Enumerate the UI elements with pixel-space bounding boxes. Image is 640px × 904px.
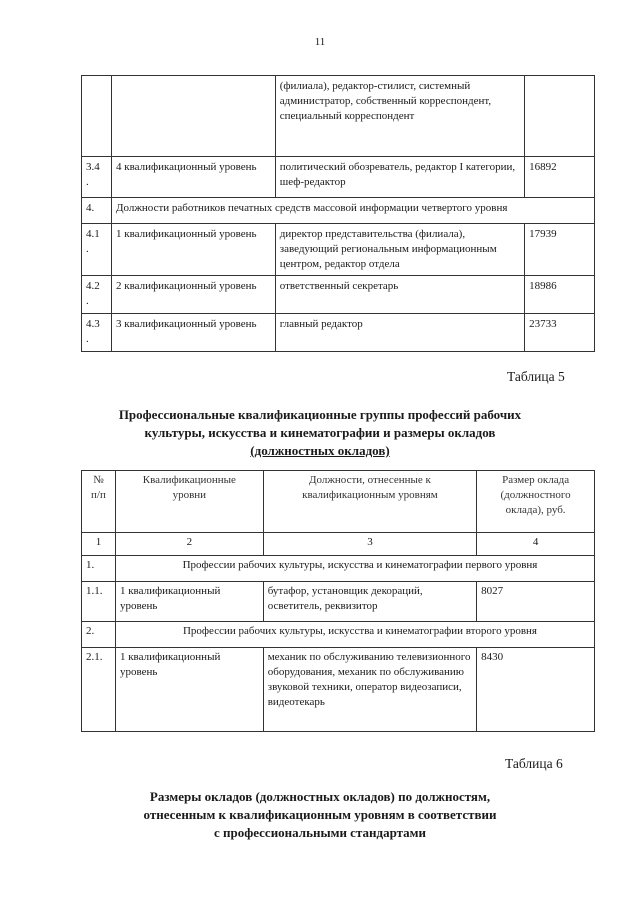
header-level: Квалификационные уровни	[115, 471, 263, 533]
cell-num: 4.1 .	[82, 224, 112, 276]
table-row	[82, 157, 595, 198]
cell-salary: 23733	[525, 314, 595, 352]
column-number: 4	[477, 533, 595, 556]
table-row	[82, 276, 595, 314]
table-header-row	[82, 471, 595, 533]
table-row	[82, 224, 595, 276]
title-line: (должностных окладов)	[250, 443, 390, 458]
cell-level: 2 квалификационный уровень	[111, 276, 275, 314]
cell-salary	[525, 76, 595, 157]
cell-salary: 8430	[477, 648, 595, 732]
column-number: 2	[115, 533, 263, 556]
table-row	[82, 582, 595, 622]
table-caption: Таблица 5	[507, 369, 565, 384]
cell-num: 4.2 .	[82, 276, 112, 314]
cell-level	[111, 76, 275, 157]
salary-table	[81, 470, 595, 732]
table-row	[82, 76, 595, 157]
header-num: № п/п	[82, 471, 116, 533]
title-line: культуры, искусства и кинематографии и размеры окладов	[144, 425, 496, 440]
title-line: с профессиональными стандартами	[213, 825, 427, 840]
cell-salary: 16892	[525, 157, 595, 198]
section-num: 2.	[82, 622, 116, 648]
section-title: Профессии рабочих культуры, искусства и кинематографии второго уровня	[115, 622, 594, 648]
cell-salary: 17939	[525, 224, 595, 276]
column-number-row	[82, 533, 595, 556]
title-line: отнесенным к квалификационным уровням в соответствии	[143, 807, 497, 822]
section-row	[82, 556, 595, 582]
cell-level: 1 квалификационный уровень	[111, 224, 275, 276]
cell-level: 1 квалификационный уровень	[115, 582, 263, 622]
section-title: Должности работников печатных средств массовой информации четвертого уровня	[111, 198, 594, 224]
title-line: Размеры окладов (должностных окладов) по должностям,	[149, 789, 491, 804]
cell-level: 3 квалификационный уровень	[111, 314, 275, 352]
page-number: 11	[314, 36, 326, 48]
table-row	[82, 648, 595, 732]
cell-positions: ответственный секретарь	[275, 276, 524, 314]
cell-positions: механик по обслуживанию телевизионного оборудования, механик по обслуживанию звуковой техники, оператор видеозаписи, видеотекарь	[263, 648, 476, 732]
cell-salary: 8027	[477, 582, 595, 622]
column-number: 3	[263, 533, 476, 556]
section-row	[82, 622, 595, 648]
cell-num: 3.4 .	[82, 157, 112, 198]
section-row	[82, 198, 595, 224]
cell-positions: главный редактор	[275, 314, 524, 352]
table-title	[0, 406, 640, 460]
title-line: Профессиональные квалификационные группы профессий рабочих	[118, 407, 522, 422]
cell-level: 4 квалификационный уровень	[111, 157, 275, 198]
salary-table-continued	[81, 75, 595, 352]
cell-num: 4.3 .	[82, 314, 112, 352]
cell-num: 1.1.	[82, 582, 116, 622]
cell-num	[82, 76, 112, 157]
cell-positions: директор представительства (филиала), заведующий региональным информационным центром, редактор отдела	[275, 224, 524, 276]
cell-positions: бутафор, установщик декораций, осветитель, реквизитор	[263, 582, 476, 622]
cell-level: 1 квалификационный уровень	[115, 648, 263, 732]
table-caption: Таблица 6	[505, 756, 563, 771]
cell-salary: 18986	[525, 276, 595, 314]
section-num: 4.	[82, 198, 112, 224]
column-number: 1	[82, 533, 116, 556]
cell-num: 2.1.	[82, 648, 116, 732]
section-title: Профессии рабочих культуры, искусства и кинематографии первого уровня	[115, 556, 594, 582]
header-positions: Должности, отнесенные к квалификационным уровням	[263, 471, 476, 533]
header-salary: Размер оклада (должностного оклада), руб.	[477, 471, 595, 533]
cell-positions: политический обозреватель, редактор I категории, шеф-редактор	[275, 157, 524, 198]
cell-positions: (филиала), редактор-стилист, системный администратор, собственный корреспондент, специальный корреспондент	[275, 76, 524, 157]
table-row	[82, 314, 595, 352]
section-num: 1.	[82, 556, 116, 582]
table-title	[0, 788, 640, 842]
